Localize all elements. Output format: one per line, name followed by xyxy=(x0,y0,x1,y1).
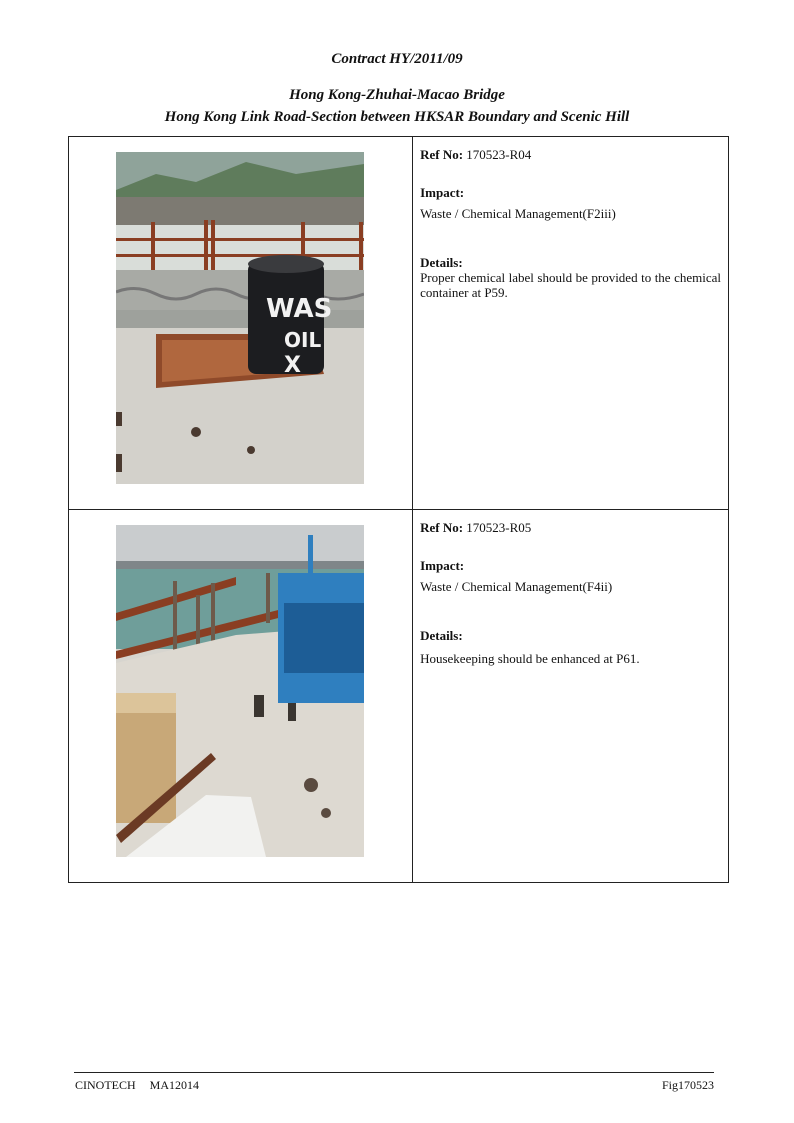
ref-label: Ref No: xyxy=(420,520,464,535)
ref-line xyxy=(420,520,721,535)
drum-label-was: WAS xyxy=(266,294,333,324)
drum-label-oil: OIL xyxy=(284,328,322,352)
details-value: Proper chemical label should be provided to the chemical container at P59. xyxy=(420,270,721,300)
drum-label-x: X xyxy=(284,353,301,378)
footer-figure-number: Fig170523 xyxy=(661,1078,714,1092)
impact-value: Waste / Chemical Management(F4ii) xyxy=(420,579,613,594)
details-label: Details: xyxy=(420,628,463,643)
footer-left xyxy=(75,1078,199,1093)
observation-table xyxy=(68,136,729,883)
details-value: Housekeeping should be enhanced at P61. xyxy=(420,651,640,666)
impact-label: Impact: xyxy=(420,558,465,573)
drum-photo-illustration xyxy=(116,152,364,484)
footer-divider xyxy=(74,1072,714,1073)
impact-value: Waste / Chemical Management(F2iii) xyxy=(420,206,616,221)
project-title-line2: Hong Kong Link Road-Section between HKSAR Boundary and Scenic Hill xyxy=(164,109,630,125)
observation-row xyxy=(69,137,729,510)
observation-details-cell xyxy=(413,137,729,510)
ref-value: 170523-R05 xyxy=(466,520,532,535)
ref-value: 170523-R04 xyxy=(466,147,532,162)
project-title-line1: Hong Kong-Zhuhai-Macao Bridge xyxy=(289,87,505,103)
observation-details-cell xyxy=(413,510,729,883)
contract-title: Contract HY/2011/09 xyxy=(331,51,463,67)
site-photo-housekeeping xyxy=(116,525,364,857)
ref-label: Ref No: xyxy=(420,147,464,162)
footer-doc-code: MA12014 xyxy=(149,1078,200,1092)
impact-label: Impact: xyxy=(420,185,465,200)
observation-row xyxy=(69,510,729,883)
ref-line xyxy=(420,147,721,162)
photo-cell xyxy=(69,137,413,510)
site-photo-chemical-drum xyxy=(116,152,364,484)
housekeeping-photo-illustration xyxy=(116,525,364,857)
photo-cell xyxy=(69,510,413,883)
details-label: Details: xyxy=(420,255,463,270)
project-title xyxy=(0,84,794,128)
footer-company: CINOTECH xyxy=(75,1078,136,1092)
